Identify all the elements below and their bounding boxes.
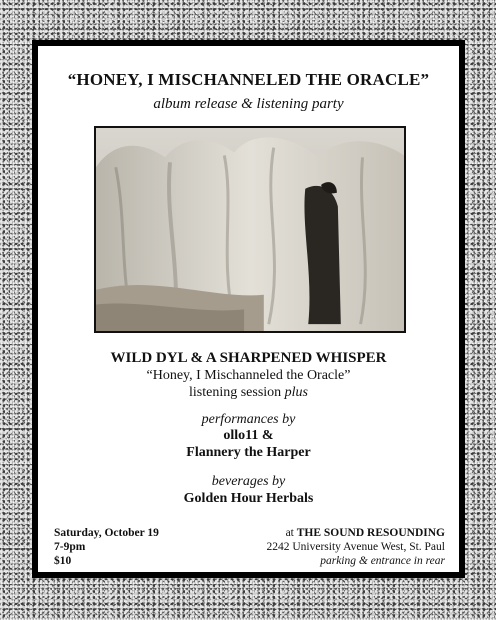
event-date: Saturday, October 19	[54, 527, 159, 539]
performer-1: ollo11 &	[223, 428, 274, 443]
venue-line	[267, 526, 446, 540]
rock-formation-image	[96, 128, 404, 331]
poster-subtitle: album release & listening party	[153, 96, 344, 112]
beverages-label: beverages by	[211, 474, 286, 489]
venue-address: 2242 University Avenue West, St. Paul	[266, 541, 445, 553]
performances-label: performances by	[201, 412, 296, 427]
event-price: $10	[54, 555, 72, 567]
session-plus: plus	[284, 385, 308, 400]
session-text: listening session	[188, 385, 282, 400]
beverages-provider: Golden Hour Herbals	[183, 491, 314, 506]
band-name: WILD DYL & A SHARPENED WHISPER	[110, 350, 387, 366]
poster-title: “HONEY, I MISCHANNELED THE ORACLE”	[67, 70, 430, 89]
event-details	[54, 526, 159, 568]
album-line: “Honey, I Mischanneled the Oracle”	[146, 368, 351, 383]
session-line	[38, 385, 459, 401]
event-time: 7-9pm	[54, 541, 86, 553]
poster-frame	[32, 40, 465, 578]
performer-2: Flannery the Harper	[186, 445, 311, 460]
rock-formation-photo	[94, 126, 406, 333]
venue-name: THE SOUND RESOUNDING	[296, 527, 445, 539]
poster-body	[38, 46, 459, 572]
venue-details	[267, 526, 446, 568]
venue-prefix: at	[285, 527, 294, 539]
venue-note: parking & entrance in rear	[320, 555, 445, 567]
